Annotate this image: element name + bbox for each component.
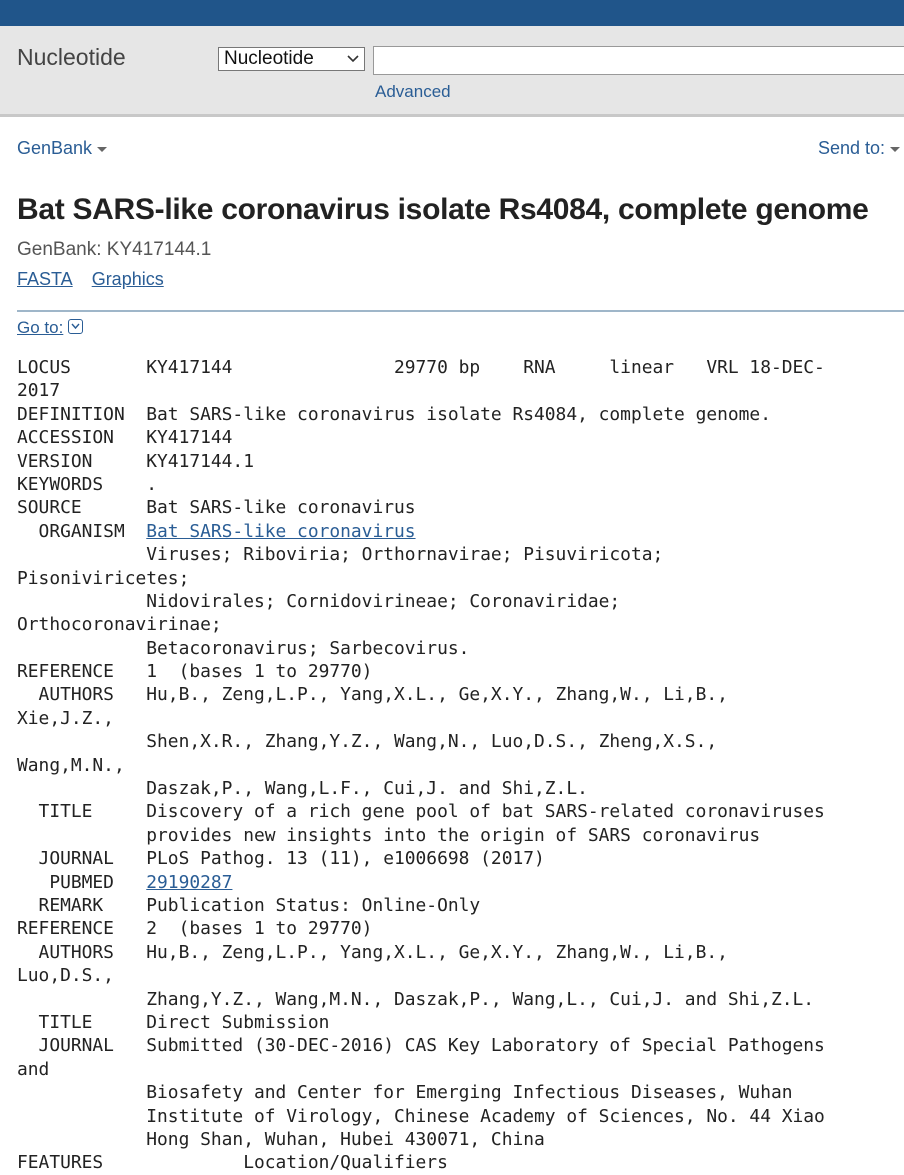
genbank-record: [17, 356, 904, 1175]
chevron-down-icon: [68, 319, 83, 334]
database-select-value: Nucleotide: [224, 48, 314, 69]
graphics-link[interactable]: Graphics: [91, 269, 164, 289]
record-line: Biosafety and Center for Emerging Infectious Diseases, Wuhan: [17, 1082, 793, 1104]
record-line: and: [17, 1058, 50, 1080]
record-line: Shen,X.R., Zhang,Y.Z., Wang,N., Luo,D.S., Zheng,X.S.,: [17, 731, 718, 753]
record-line: Wang,M.N.,: [17, 754, 125, 776]
record-line: AUTHORS Hu,B., Zeng,L.P., Yang,X.L., Ge,X.Y., Zhang,W., Li,B.,: [17, 941, 728, 963]
record-line: ACCESSION KY417144: [17, 427, 233, 449]
record-line-prefix: PUBMED: [17, 871, 147, 893]
divider: [17, 310, 904, 312]
record-line: FEATURES Location/Qualifiers: [17, 1152, 448, 1174]
record-line: REFERENCE 2 (bases 1 to 29770): [17, 918, 373, 940]
send-to-menu[interactable]: [818, 138, 900, 159]
record-line: TITLE Direct Submission: [17, 1011, 330, 1033]
record-line: SOURCE Bat SARS-like coronavirus: [17, 497, 416, 519]
record-line: provides new insights into the origin of SARS coronavirus: [17, 824, 761, 846]
caret-down-icon: [97, 147, 107, 152]
fasta-link[interactable]: FASTA: [17, 269, 73, 289]
record-line: REFERENCE 1 (bases 1 to 29770): [17, 661, 373, 683]
record-line: DEFINITION Bat SARS-like coronavirus isolate Rs4084, complete genome.: [17, 403, 771, 425]
search-bar: [0, 26, 904, 117]
go-to-menu[interactable]: [17, 318, 83, 338]
top-banner: [0, 0, 904, 26]
record-line: Institute of Virology, Chinese Academy of Sciences, No. 44 Xiao: [17, 1105, 825, 1127]
record-line: Betacoronavirus; Sarbecovirus.: [17, 637, 470, 659]
record-line: 2017: [17, 380, 61, 402]
record-line: Xie,J.Z.,: [17, 707, 114, 729]
advanced-search-link[interactable]: Advanced: [375, 82, 451, 101]
search-input[interactable]: [373, 46, 904, 75]
record-line: VERSION KY417144.1: [17, 450, 254, 472]
record-line: Zhang,Y.Z., Wang,M.N., Daszak,P., Wang,L., Cui,J. and Shi,Z.L.: [17, 988, 815, 1010]
record-line: Nidovirales; Cornidovirineae; Coronaviridae;: [17, 590, 621, 612]
database-select[interactable]: [218, 47, 365, 71]
record-line: JOURNAL Submitted (30-DEC-2016) CAS Key Laboratory of Special Pathogens: [17, 1035, 825, 1057]
record-line: KEYWORDS .: [17, 473, 158, 495]
format-label: GenBank: [17, 138, 93, 158]
record-line: REMARK Publication Status: Online-Only: [17, 894, 481, 916]
record-line: [17, 520, 904, 543]
record-line-link[interactable]: Bat SARS-like coronavirus: [146, 520, 416, 542]
record-line: LOCUS KY417144 29770 bp RNA linear VRL 18-DEC-: [17, 357, 825, 378]
record-line: Luo,D.S.,: [17, 965, 114, 987]
record-line: JOURNAL PLoS Pathog. 13 (11), e1006698 (2017): [17, 848, 545, 870]
caret-down-icon: [890, 147, 900, 152]
record-line-prefix: ORGANISM: [17, 520, 147, 542]
database-name: Nucleotide: [17, 44, 126, 70]
record-line: TITLE Discovery of a rich gene pool of bat SARS-related coronaviruses: [17, 801, 825, 823]
record-line: Viruses; Riboviria; Orthornavirae; Pisuviricota;: [17, 544, 664, 566]
accession-line: GenBank: KY417144.1: [17, 239, 212, 260]
record-line: Orthocoronavirinae;: [17, 614, 222, 636]
record-line-link[interactable]: 29190287: [146, 871, 233, 893]
format-menu[interactable]: [17, 138, 107, 159]
record-line: AUTHORS Hu,B., Zeng,L.P., Yang,X.L., Ge,X.Y., Zhang,W., Li,B.,: [17, 684, 728, 706]
record-line: Hong Shan, Wuhan, Hubei 430071, China: [17, 1128, 545, 1150]
record-line: Daszak,P., Wang,L.F., Cui,J. and Shi,Z.L.: [17, 778, 588, 800]
record-line: [17, 871, 904, 894]
record-links: [17, 269, 183, 290]
send-to-label: Send to:: [818, 138, 886, 158]
chevron-down-icon: [347, 54, 359, 64]
go-to-label: Go to:: [17, 318, 64, 337]
record-line: Pisoniviricetes;: [17, 567, 190, 589]
page-title: Bat SARS-like coronavirus isolate Rs4084, complete genome: [17, 193, 869, 226]
